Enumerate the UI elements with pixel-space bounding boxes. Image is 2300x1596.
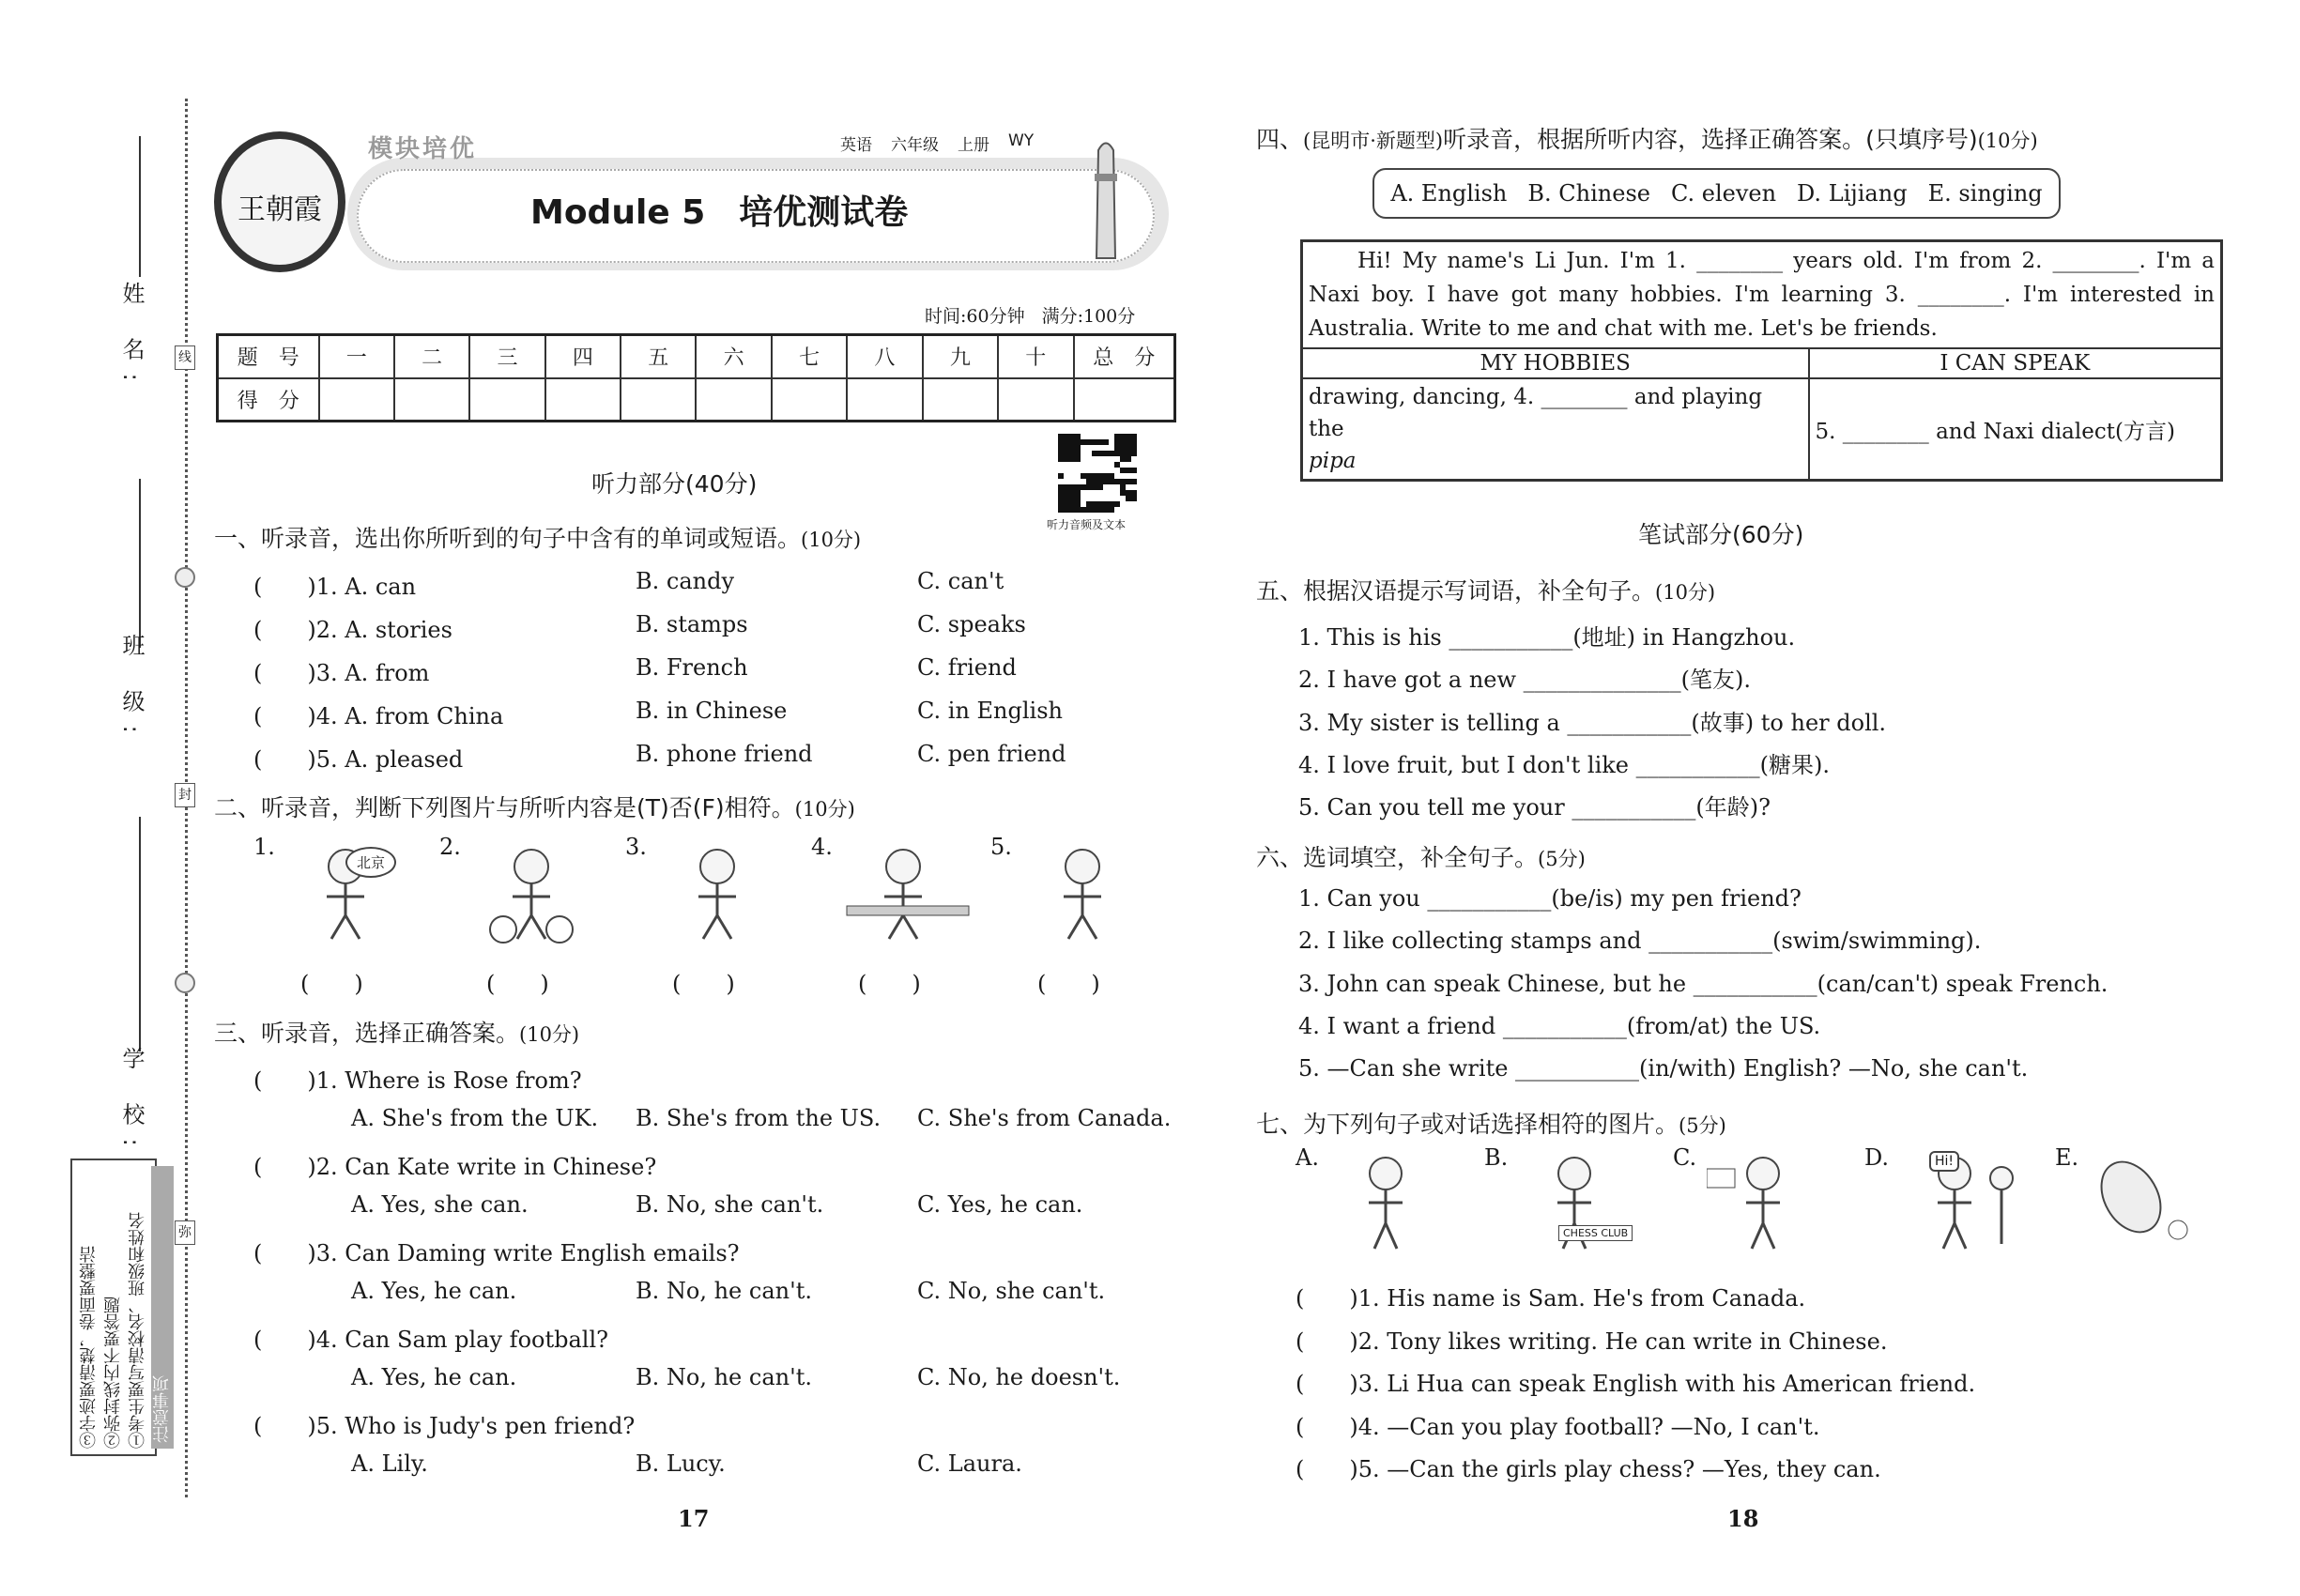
brand-logo [214, 131, 345, 272]
s2-answer-paren[interactable]: ( ) [1037, 971, 1100, 997]
s1-item-question: ( )1. A. can [253, 574, 417, 600]
s2-answer-paren[interactable]: ( ) [300, 971, 363, 997]
class-underline [139, 479, 141, 648]
s7-picture-A [1329, 1150, 1461, 1253]
s3-option: B. Lucy. [636, 1450, 726, 1477]
score-header-cell: 题 号 [218, 335, 319, 378]
word-bank-option: A. English [1390, 180, 1508, 207]
score-header-cell: 七 [772, 335, 847, 378]
s1-item-option: C. pen friend [917, 741, 1066, 767]
score-header-cell: 四 [545, 335, 621, 378]
s1-item-option: B. French [636, 654, 748, 681]
section-2-text: 二、听录音，判断下列图片与所听内容是(T)否(F)相符。 [214, 794, 795, 821]
listening-section-title: 听力部分(40分) [591, 470, 758, 498]
s1-item-option: C. friend [917, 654, 1017, 681]
s7-item: ( )5. —Can the girls play chess? —Yes, they can. [1296, 1456, 1881, 1482]
book-info [840, 131, 1034, 155]
s7-letter: D. [1864, 1144, 1890, 1171]
section-7-points: (5分) [1679, 1114, 1726, 1137]
s2-answer-paren[interactable]: ( ) [486, 971, 549, 997]
s3-option: C. No, he doesn't. [917, 1364, 1121, 1390]
score-input-cell[interactable] [545, 378, 621, 422]
s3-question: ( )3. Can Daming write English emails? [253, 1240, 740, 1266]
class-label: 班 级: [118, 634, 145, 746]
s5-item: 2. I have got a new ______________(笔友). [1298, 667, 1752, 694]
s3-option: C. Yes, he can. [917, 1191, 1083, 1218]
s3-question: ( )4. Can Sam play football? [253, 1327, 608, 1353]
section-4-num: 四、 [1256, 126, 1304, 153]
s2-picture-2 [466, 840, 606, 945]
s3-option: B. She's from the US. [636, 1105, 882, 1131]
s5-item: 4. I love fruit, but I don't like ___________(糖果). [1298, 751, 1830, 778]
note: ②弥封线内不要答题 [103, 1297, 123, 1449]
s2-picture-5 [1017, 840, 1158, 945]
s7-picture-E [2089, 1150, 2220, 1253]
speak-cell: 5. ________ and Naxi dialect(方言) [1809, 378, 2222, 481]
series-label: 模块培优 [368, 135, 478, 163]
score-input-cell[interactable] [621, 378, 696, 422]
s2-number: 3. [625, 834, 647, 860]
word-bank-option: C. eleven [1670, 180, 1777, 207]
time-limit: 时间:60分钟 [925, 306, 1025, 327]
score-header-row [218, 335, 1175, 378]
volume: 上册 [958, 136, 989, 155]
brand-name: 王朝霞 [238, 193, 322, 226]
section-1-text: 一、听录音，选出你所听到的句子中含有的单词或短语。 [214, 525, 802, 552]
section-7-title [1256, 1106, 1726, 1140]
s5-item: 1. This is his ___________(地址) in Hangzhou. [1298, 624, 1796, 651]
page-number-right: 18 [1727, 1505, 1759, 1532]
s3-option: A. Lily. [351, 1450, 428, 1477]
score-header-cell: 六 [696, 335, 771, 378]
s3-option: B. No, he can't. [636, 1364, 812, 1390]
seal-char: 弥 [175, 1220, 195, 1245]
score-header-cell: 二 [394, 335, 469, 378]
s2-number: 2. [439, 834, 461, 860]
s6-item: 4. I want a friend ___________(from/at) the US. [1298, 1012, 1821, 1039]
section-5-title [1256, 573, 1715, 606]
s7-item: ( )2. Tony likes writing. He can write in Chinese. [1296, 1327, 1888, 1355]
s1-item-option: C. in English [917, 698, 1063, 724]
score-header-cell: 十 [998, 335, 1073, 378]
section-1-title [214, 520, 861, 554]
score-input-cell[interactable] [1074, 378, 1175, 422]
score-input-cell[interactable] [847, 378, 922, 422]
score-header-cell: 三 [469, 335, 544, 378]
s3-option: C. Laura. [917, 1450, 1022, 1477]
s2-answer-paren[interactable]: ( ) [858, 971, 921, 997]
s1-item-question: ( )5. A. pleased [253, 746, 464, 773]
score-header-cell: 九 [923, 335, 998, 378]
score-row-label: 得 分 [218, 378, 319, 422]
s5-item: 5. Can you tell me your ___________(年龄)? [1298, 794, 1771, 821]
score-input-cell[interactable] [696, 378, 771, 422]
s3-option: C. She's from Canada. [917, 1105, 1172, 1131]
s7-item: ( )3. Li Hua can speak English with his American friend. [1296, 1371, 1976, 1397]
page-title: Module 5 培优测试卷 [530, 193, 909, 232]
s1-item-option: B. in Chinese [636, 698, 788, 724]
notes-title: 注意事项 [151, 1166, 174, 1449]
word-bank-option: D. Lijiang [1797, 180, 1908, 207]
section-5-text: 五、根据汉语提示写词语，补全句子。 [1256, 577, 1656, 605]
s2-picture-4 [837, 840, 978, 945]
s1-item-option: C. can't [917, 568, 1004, 594]
speak-header: I CAN SPEAK [1809, 348, 2222, 378]
section-3-title [214, 1015, 579, 1049]
section-2-points: (10分) [794, 798, 855, 821]
s3-option: A. Yes, she can. [351, 1191, 529, 1218]
s2-number: 5. [990, 834, 1012, 860]
s3-option: B. No, she can't. [636, 1191, 824, 1218]
s1-item-question: ( )4. A. from China [253, 703, 504, 729]
chess-club-sign: CHESS CLUB [1558, 1225, 1633, 1241]
name-label: 姓 名: [118, 282, 145, 394]
s2-answer-paren[interactable]: ( ) [672, 971, 735, 997]
s1-item-option: B. stamps [636, 611, 748, 637]
s6-item: 1. Can you ___________(be/is) my pen friend? [1298, 885, 1802, 912]
section-6-title [1256, 839, 1586, 873]
qr-caption: 听力音频及文本 [1047, 518, 1127, 531]
section-3-text: 三、听录音，选择正确答案。 [214, 1020, 520, 1047]
seal-char: 封 [175, 783, 195, 807]
s3-option: B. No, he can't. [636, 1278, 812, 1304]
s7-item: ( )4. —Can you play football? —No, I can't. [1296, 1413, 1820, 1440]
s7-letter: E. [2055, 1144, 2079, 1171]
s1-item-option: C. speaks [917, 611, 1026, 637]
subject: 英语 [840, 136, 872, 155]
s7-picture-C [1707, 1150, 1838, 1253]
section-5-points: (10分) [1655, 581, 1716, 604]
school-label: 学 校: [118, 1047, 145, 1159]
s3-option: A. She's from the UK. [351, 1105, 599, 1131]
s7-item: ( )1. His name is Sam. He's from Canada. [1296, 1285, 1806, 1312]
score-input-cell[interactable] [998, 378, 1073, 422]
score-table [216, 333, 1176, 422]
name-underline [139, 136, 141, 277]
s6-item: 5. —Can she write ___________(in/with) English? —No, she can't. [1298, 1055, 2029, 1082]
school-underline [139, 817, 141, 1051]
s1-item-question: ( )2. A. stories [253, 617, 452, 643]
section-7-text: 七、为下列句子或对话选择相符的图片。 [1256, 1111, 1679, 1138]
section-4-points: (10分) [1977, 130, 2038, 152]
seal-char: 线 [175, 345, 195, 370]
word-bank [1372, 168, 2061, 219]
section-6-text: 六、选词填空，补全句子。 [1256, 844, 1539, 871]
score-input-cell[interactable] [394, 378, 469, 422]
hobbies-cell-pipa: pipa [1309, 449, 1357, 473]
s7-letter: A. [1296, 1144, 1319, 1171]
score-input-cell[interactable] [923, 378, 998, 422]
section-4-title [1256, 121, 2038, 155]
s3-option: A. Yes, he can. [351, 1278, 517, 1304]
s7-bubble: Hi! [1929, 1151, 1959, 1172]
note: ①考生要写清校名、班级和姓名 [128, 1212, 147, 1449]
s3-question: ( )1. Where is Rose from? [253, 1067, 582, 1094]
edition: WY [1008, 131, 1035, 150]
writing-section-title: 笔试部分(60分) [1638, 521, 1804, 548]
score-header-cell: 总 分 [1074, 335, 1175, 378]
score-header-cell: 一 [319, 335, 394, 378]
exam-meta [925, 302, 1135, 328]
s1-item-option: B. phone friend [636, 741, 813, 767]
s1-item-question: ( )3. A. from [253, 660, 430, 686]
word-bank-option: B. Chinese [1527, 180, 1650, 207]
lighthouse-icon [1087, 131, 1125, 263]
notes-box [70, 1159, 172, 1456]
s2-number: 1. [253, 834, 275, 860]
section-4-source: (昆明市·新题型) [1303, 130, 1444, 152]
s7-letter: B. [1484, 1144, 1509, 1171]
passage-text: Hi! My name's Li Jun. I'm 1. ________ years old. I'm from 2. ________. I'm a Naxi boy. I have got many hobbies. I'm learning 3. ________. I'm interested in Australia. Write to me and chat with me. Let's be friends. [1302, 241, 2222, 349]
s6-item: 2. I like collecting stamps and ___________(swim/swimming). [1298, 928, 1982, 955]
grade: 六年级 [891, 136, 939, 155]
s1-item-option: B. candy [636, 568, 735, 594]
passage-table [1300, 239, 2223, 482]
qr-code-icon [1056, 434, 1139, 514]
section-3-points: (10分) [519, 1023, 580, 1046]
section-1-points: (10分) [801, 529, 862, 551]
s3-option: A. Yes, he can. [351, 1364, 517, 1390]
score-input-row [218, 378, 1175, 422]
s5-item: 3. My sister is telling a ___________(故事) to her doll. [1298, 709, 1887, 736]
section-2-title [214, 790, 855, 823]
score-input-cell[interactable] [469, 378, 544, 422]
s2-bubble: 北京 [345, 847, 396, 878]
score-input-cell[interactable] [772, 378, 847, 422]
full-score: 满分:100分 [1041, 306, 1136, 327]
s6-item: 3. John can speak Chinese, but he ___________(can/can't) speak French. [1298, 970, 2108, 997]
score-header-cell: 八 [847, 335, 922, 378]
s3-option: C. No, she can't. [917, 1278, 1106, 1304]
hobbies-cell: drawing, dancing, 4. ________ and playing the [1309, 385, 1763, 441]
note: ③字迹要清楚，卷面要整洁 [79, 1246, 99, 1449]
score-input-cell[interactable] [319, 378, 394, 422]
s2-number: 4. [811, 834, 833, 860]
page-number-left: 17 [678, 1505, 710, 1532]
hobbies-header: MY HOBBIES [1302, 348, 1809, 378]
s7-letter: C. [1673, 1144, 1697, 1171]
word-bank-option: E. singing [1927, 180, 2043, 207]
s3-question: ( )2. Can Kate write in Chinese? [253, 1154, 657, 1180]
s3-question: ( )5. Who is Judy's pen friend? [253, 1413, 636, 1439]
s2-picture-3 [652, 840, 792, 945]
section-4-text: 听录音，根据所听内容，选择正确答案。(只填序号) [1443, 126, 1978, 153]
s7-picture-D [1898, 1150, 2030, 1253]
binding-hole [175, 567, 195, 588]
binding-hole [175, 973, 195, 993]
section-6-points: (5分) [1538, 848, 1586, 870]
score-header-cell: 五 [621, 335, 696, 378]
